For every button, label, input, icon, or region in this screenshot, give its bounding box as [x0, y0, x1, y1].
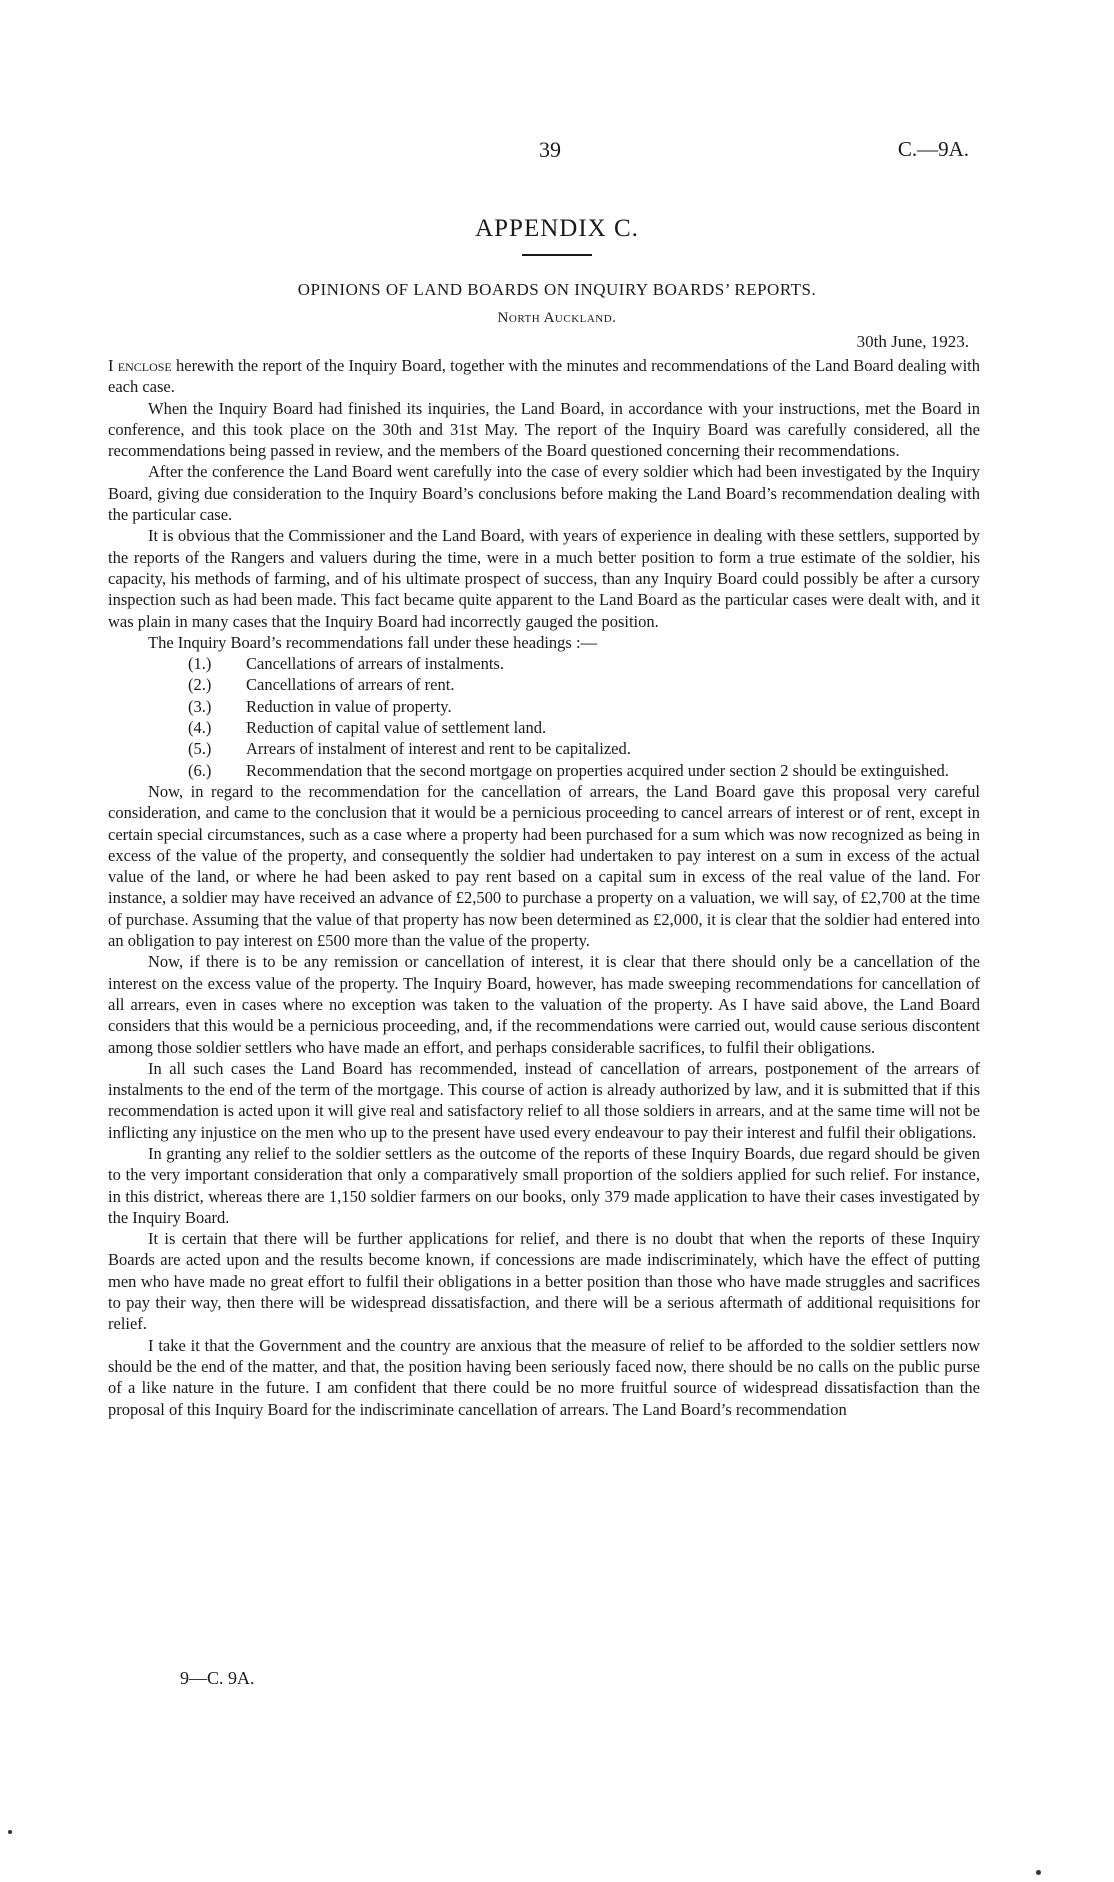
list-item-number: (3.) [188, 696, 212, 716]
list-item-number: (5.) [188, 739, 212, 759]
opening-rest: herewith the report of the Inquiry Board, together with the minutes and recommendations of the Land Board dealing with each case. [108, 356, 980, 397]
document-reference: C.—9A. [897, 137, 969, 161]
paragraph: In granting any relief to the soldier settlers as the outcome of the reports of these Inquiry Boards, due regard should be given to the very important consideration that only a comparatively small proportion of the soldiers applied for such relief. For instance, in this district, whereas there are 1,150 soldier farmers on our books, only 379 made application to have their cases investigated by the Inquiry Board. [108, 1143, 980, 1227]
printer-signature: 9—C. 9A. [180, 1668, 255, 1688]
list-item-text: Reduction in value of property. [246, 696, 452, 716]
section-title: OPINIONS OF LAND BOARDS ON INQUIRY BOARDS’ REPORTS. [297, 280, 817, 299]
letter-date: 30th June, 1923. [856, 332, 969, 351]
list-item-number: (6.) [188, 760, 212, 780]
district-heading: North Auckland. [497, 310, 617, 326]
list-item-number: (4.) [188, 718, 212, 738]
list-item [188, 760, 980, 781]
recommendation-headings-list [108, 653, 980, 781]
paragraph: I take it that the Government and the country are anxious that the measure of relief to be afforded to the soldier settlers now should be the end of the matter, and that, the position having been seriously faced now, there should be no calls on the public purse of a like nature in the future. I am confident that there could be no more fruitful source of widespread dissatisfaction than the proposal of this Inquiry Board for the indiscriminate cancellation of arrears. The Land Board’s recommendation [108, 1335, 980, 1419]
list-item-text: Recommendation that the second mortgage on properties acquired under section 2 should be extinguished. [246, 760, 949, 780]
list-item-text: Reduction of capital value of settlement land. [246, 718, 547, 738]
scan-speck [1036, 1870, 1041, 1875]
paragraph: The Inquiry Board’s recommendations fall under these headings :— [148, 632, 598, 652]
paragraph: Now, if there is to be any remission or cancellation of interest, it is clear that there should only be a cancellation of the interest on the excess value of the property. The Inquiry Board, however, has made sweeping recommendations for cancellation of all arrears, even in cases where no exception was taken to the valuation of the property. As I have said above, the Land Board considers that this would be a pernicious proceeding, and, if the recommendations were carried out, would cause serious discontent among those soldier settlers who have made an effort, and perhaps considerable sacrifices, to fulfil their obligations. [108, 952, 980, 1057]
paragraph: It is obvious that the Commissioner and the Land Board, with years of experience in dealing with these settlers, supported by the reports of the Rangers and valuers during the time, were in a much better position to form a true estimate of the soldier, his capacity, his methods of farming, and of his ultimate prospect of success, than any Inquiry Board could possibly be after a cursory inspection such as had been made. This fact became quite apparent to the Land Board as the particular cases were dealt with, and it was plain in many cases that the Inquiry Board had incorrectly gauged the position. [108, 526, 980, 631]
list-item-number: (1.) [188, 654, 212, 674]
opening-paragraph [108, 355, 980, 398]
scan-speck [8, 1830, 12, 1834]
paragraph: After the conference the Land Board went carefully into the case of every soldier which had been investigated by the Inquiry Board, giving due consideration to the Inquiry Board’s conclusions before making the Land Board’s recommendation dealing with the particular case. [108, 462, 980, 525]
list-item-text: Cancellations of arrears of rent. [246, 675, 455, 695]
body-text [108, 355, 980, 1420]
list-item-text: Cancellations of arrears of instalments. [246, 654, 504, 674]
appendix-title: APPENDIX C. [475, 215, 639, 242]
paragraph: It is certain that there will be further applications for relief, and there is no doubt that when the reports of these Inquiry Boards are acted upon and the results become known, if concessions are made indiscriminately, which have the effect of putting men who have made no great effort to fulfil their obligations in a better position than those who have made struggles and sacrifices to pay their way, then there will be widespread dissatisfaction, and there will be a serious aftermath of additional requisitions for relief. [108, 1229, 980, 1334]
list-item [188, 717, 980, 738]
list-item [188, 674, 980, 695]
title-rule [522, 254, 592, 256]
list-item-text: Arrears of instalment of interest and rent to be capitalized. [246, 739, 631, 759]
page-number: 39 [539, 137, 561, 162]
list-item [188, 738, 980, 759]
list-item [188, 696, 980, 717]
list-item [188, 653, 980, 674]
paragraph: In all such cases the Land Board has recommended, instead of cancellation of arrears, postponement of the arrears of instalments to the end of the term of the mortgage. This course of action is already authorized by law, and it is submitted that if this recommendation is acted upon it will give real and satisfactory relief to all those soldiers in arrears, and at the same time will not be inflicting any injustice on the men who up to the present have used every endeavour to pay their interest and fulfil their obligations. [108, 1058, 980, 1142]
paragraph: Now, in regard to the recommendation for the cancellation of arrears, the Land Board gave this proposal very careful consideration, and came to the conclusion that it would be a pernicious proceeding to cancel arrears of interest or of rent, except in certain special circumstances, such as a case where a property had been purchased for a sum which was now recognized as being in excess of the value of the property, and consequently the soldier had undertaken to pay interest on a sum in excess of the actual value of the land, or where he had been asked to pay rent based on a capital sum in excess of the real value of the land. For instance, a soldier may have received an advance of £2,500 to purchase a property on a valuation, we will say, of £2,700 at the time of purchase. Assuming that the value of that property has now been determined as £2,000, it is clear that the soldier had entered into an obligation to pay interest on £500 more than the value of the property. [108, 781, 980, 951]
list-item-number: (2.) [188, 675, 212, 695]
opening-lead: I enclose [108, 356, 172, 375]
paragraph: When the Inquiry Board had finished its inquiries, the Land Board, in accordance with your instructions, met the Board in conference, and this took place on the 30th and 31st May. The report of the Inquiry Board was carefully considered, all the recommendations being passed in review, and the members of the Board questioned concerning their recommendations. [108, 398, 980, 461]
